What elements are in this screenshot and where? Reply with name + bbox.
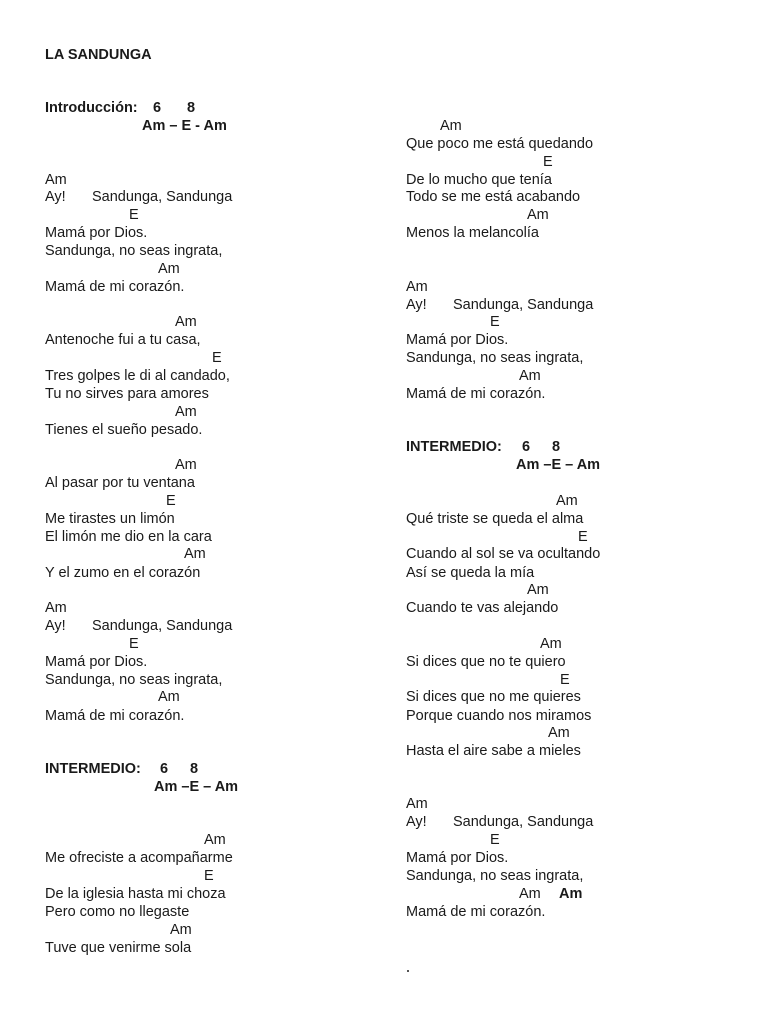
chord: Am: [45, 172, 67, 188]
lyric-line: Tienes el sueño pesado.: [45, 422, 203, 438]
lyric-line: Menos la melancolía: [406, 225, 539, 241]
chord: Am: [527, 582, 549, 598]
lyric-line: Sandunga, Sandunga: [92, 618, 233, 634]
chord: E: [204, 868, 214, 884]
chord: Am: [158, 261, 180, 277]
intro-label: Introducción:: [45, 100, 138, 116]
lyric-line: Sandunga, no seas ingrata,: [45, 672, 223, 688]
song-title: LA SANDUNGA: [45, 47, 152, 63]
chord: E: [212, 350, 222, 366]
chord: E: [129, 207, 139, 223]
lyric-line: Así se queda la mía: [406, 565, 535, 581]
lyric-line: Mamá por Dios.: [406, 332, 509, 348]
chord: Am: [204, 832, 226, 848]
chord: Am: [406, 796, 428, 812]
lyric-line: Qué triste se queda el alma: [406, 511, 584, 527]
lyric-line: Antenoche fui a tu casa,: [45, 332, 201, 348]
chord: Am: [175, 404, 197, 420]
intermedio-label: INTERMEDIO:: [45, 761, 141, 777]
intermedio-time-bottom: 8: [190, 761, 199, 777]
lyric-line: Sandunga, Sandunga: [453, 814, 594, 830]
intermedio-time-top: 6: [522, 439, 531, 455]
lyric-line: Mamá de mi corazón.: [406, 386, 546, 402]
lyric-line: Y el zumo en el corazón: [45, 565, 201, 581]
chord: Am: [175, 457, 197, 473]
stray-mark: [407, 970, 409, 972]
chord: E: [543, 154, 553, 170]
chord-bold: Am: [559, 886, 583, 902]
chord: E: [560, 672, 570, 688]
lyric-line: Sandunga, no seas ingrata,: [45, 243, 223, 259]
lyric-line: Sandunga, Sandunga: [453, 297, 594, 313]
chord: E: [166, 493, 176, 509]
lyric-line: Sandunga, Sandunga: [92, 189, 233, 205]
lyric-line: Ay!: [45, 189, 66, 205]
lyric-line: Todo se me está acabando: [406, 189, 581, 205]
lyric-line: Al pasar por tu ventana: [45, 475, 195, 491]
lyric-line: Ay!: [406, 814, 427, 830]
lyric-line: Me ofreciste a acompañarme: [45, 850, 233, 866]
chord: Am: [184, 546, 206, 562]
lyric-line: Sandunga, no seas ingrata,: [406, 350, 584, 366]
chord: Am: [406, 279, 428, 295]
chord: Am: [45, 600, 67, 616]
lyric-line: Que poco me está quedando: [406, 136, 594, 152]
lyric-line: Sandunga, no seas ingrata,: [406, 868, 584, 884]
lyric-line: Cuando te vas alejando: [406, 600, 559, 616]
intro-chords: Am – E - Am: [142, 118, 227, 134]
chord: E: [490, 832, 500, 848]
intermedio-time-top: 6: [160, 761, 169, 777]
lyric-line: De lo mucho que tenía: [406, 172, 552, 188]
lyric-line: Tres golpes le di al candado,: [45, 368, 230, 384]
chord: Am: [548, 725, 570, 741]
lyric-line: Ay!: [406, 297, 427, 313]
lyric-line: El limón me dio en la cara: [45, 529, 212, 545]
intro-time-bottom: 8: [187, 100, 196, 116]
intermedio-chords: Am –E – Am: [154, 779, 239, 795]
lyric-line: Mamá de mi corazón.: [406, 904, 546, 920]
chord: Am: [519, 886, 541, 902]
lyric-line: Ay!: [45, 618, 66, 634]
lyric-line: Pero como no llegaste: [45, 904, 190, 920]
lyric-line: Si dices que no te quiero: [406, 654, 566, 670]
lyric-line: Cuando al sol se va ocultando: [406, 546, 601, 562]
intermedio-time-bottom: 8: [552, 439, 561, 455]
lyric-line: De la iglesia hasta mi choza: [45, 886, 226, 902]
chord: Am: [170, 922, 192, 938]
lyric-line: Si dices que no me quieres: [406, 689, 581, 705]
chord: Am: [440, 118, 462, 134]
lyric-line: Mamá de mi corazón.: [45, 708, 185, 724]
lyric-line: Mamá por Dios.: [406, 850, 509, 866]
chord: Am: [527, 207, 549, 223]
chord: E: [490, 314, 500, 330]
chord: Am: [519, 368, 541, 384]
chord: Am: [556, 493, 578, 509]
lyric-line: Mamá por Dios.: [45, 225, 148, 241]
chord: Am: [540, 636, 562, 652]
lyric-line: Tuve que venirme sola: [45, 940, 192, 956]
intermedio-chords: Am –E – Am: [516, 457, 601, 473]
intro-time-top: 6: [153, 100, 162, 116]
chord: Am: [158, 689, 180, 705]
intermedio-label: INTERMEDIO:: [406, 439, 502, 455]
lyric-line: Me tirastes un limón: [45, 511, 175, 527]
lyric-line: Mamá de mi corazón.: [45, 279, 185, 295]
chord: Am: [175, 314, 197, 330]
lyric-line: Tu no sirves para amores: [45, 386, 209, 402]
chord: E: [578, 529, 588, 545]
chord: E: [129, 636, 139, 652]
lyric-line: Hasta el aire sabe a mieles: [406, 743, 581, 759]
lyric-line: Porque cuando nos miramos: [406, 708, 592, 724]
lyric-line: Mamá por Dios.: [45, 654, 148, 670]
